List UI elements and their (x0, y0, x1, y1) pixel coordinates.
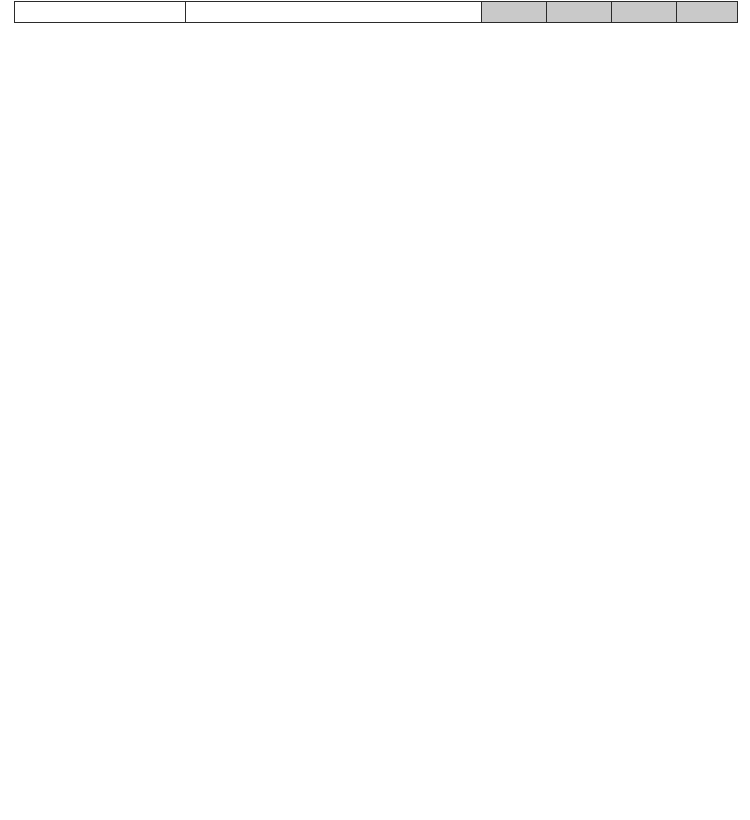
header-image-spacer (15, 2, 186, 23)
table-header (15, 2, 738, 23)
column-header-safety-dispenser (612, 2, 677, 23)
column-header-tuck-pack (482, 2, 547, 23)
column-header-bulk-pack (677, 2, 738, 23)
column-header-package-of-5 (547, 2, 612, 23)
blade-catalog-table (14, 1, 738, 23)
header-description-spacer (186, 2, 482, 23)
